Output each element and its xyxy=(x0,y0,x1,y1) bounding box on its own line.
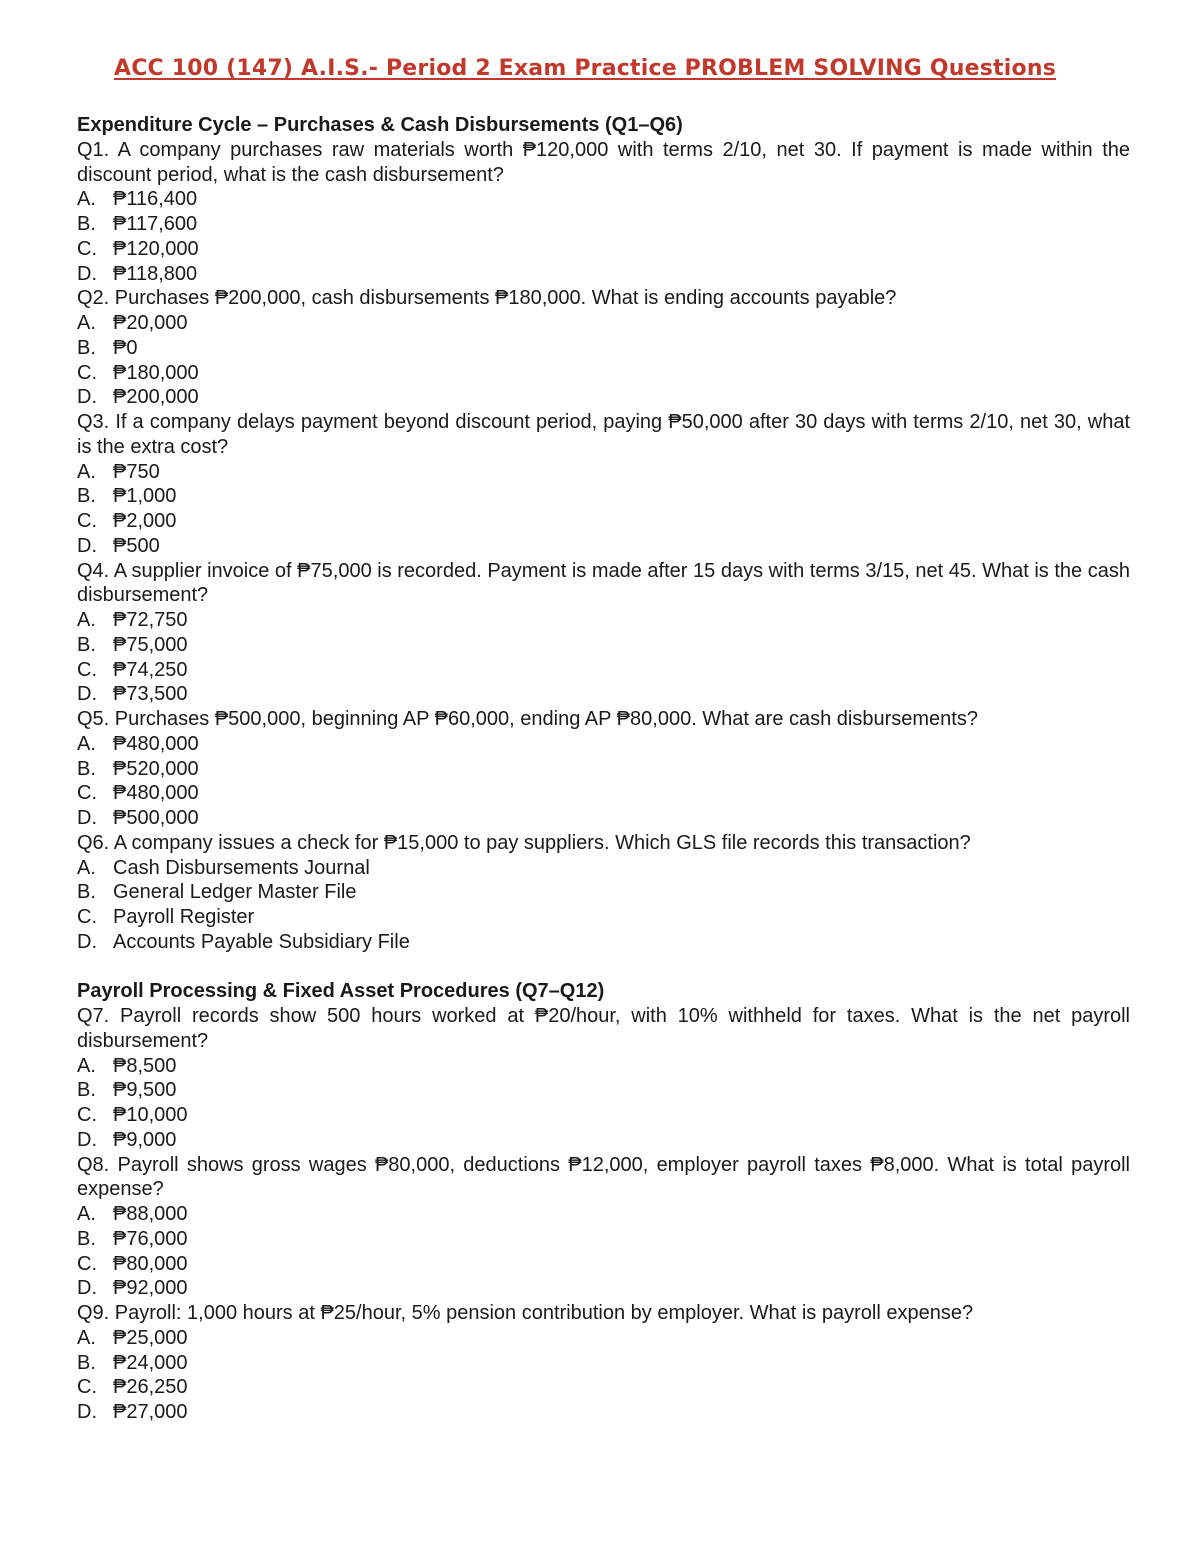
option-text: ₱92,000 xyxy=(113,1277,188,1300)
option-text: ₱26,250 xyxy=(113,1376,188,1399)
question-text: Q2. Purchases ₱200,000, cash disbursements ₱180,000. What is ending accounts payable? xyxy=(77,287,897,310)
option-text: ₱120,000 xyxy=(113,237,199,260)
answer-option xyxy=(77,781,1130,806)
option-letter: C. xyxy=(77,237,97,260)
answer-options xyxy=(77,187,1130,286)
option-text: ₱27,000 xyxy=(113,1401,188,1423)
answer-options xyxy=(77,460,1130,559)
answer-option xyxy=(77,1375,1130,1400)
option-letter: D. xyxy=(77,534,97,557)
option-letter: C. xyxy=(77,658,97,681)
question-text: Q9. Payroll: 1,000 hours at ₱25/hour, 5% pension contribution by employer. What is payroll expense? xyxy=(77,1302,974,1324)
answer-option xyxy=(77,237,1130,262)
answer-option xyxy=(77,534,1130,559)
answer-option xyxy=(77,1326,1130,1351)
answer-option xyxy=(77,880,1130,905)
option-letter: A. xyxy=(77,732,96,755)
option-text: ₱75,000 xyxy=(113,633,188,656)
option-letter: D. xyxy=(77,1128,97,1151)
option-text: ₱73,500 xyxy=(113,683,188,706)
option-text: ₱480,000 xyxy=(113,732,199,755)
section-heading: Payroll Processing & Fixed Asset Procedures (Q7–Q12) xyxy=(77,980,605,1003)
option-text: ₱118,800 xyxy=(113,262,198,285)
question-text: Q4. A supplier invoice of ₱75,000 is recorded. Payment is made after 15 days with terms 3/15, net 45. What is the cash disbursement? xyxy=(77,559,1130,607)
option-letter: C. xyxy=(77,1252,97,1275)
option-text: ₱117,600 xyxy=(113,213,198,235)
answer-option xyxy=(77,385,1130,410)
answer-option xyxy=(77,806,1130,831)
option-text: ₱2,000 xyxy=(113,510,177,532)
option-letter: B. xyxy=(77,485,96,508)
answer-option xyxy=(77,1103,1130,1128)
option-letter: B. xyxy=(77,213,96,235)
option-text: ₱180,000 xyxy=(113,361,199,384)
question-text: Q3. If a company delays payment beyond discount period, paying ₱50,000 after 30 days with terms 2/10, net 30, what is the extra cost? xyxy=(77,411,1130,458)
option-letter: D. xyxy=(77,930,97,953)
option-letter: D. xyxy=(77,1277,97,1300)
option-text: ₱76,000 xyxy=(113,1227,188,1250)
question-text: Q7. Payroll records show 500 hours worked at ₱20/hour, with 10% withheld for taxes. What is the net payroll disbursement? xyxy=(77,1005,1130,1052)
question-item xyxy=(77,138,1130,287)
option-letter: A. xyxy=(77,856,96,879)
option-letter: D. xyxy=(77,683,97,706)
option-text: ₱500 xyxy=(113,534,160,557)
option-letter: C. xyxy=(77,906,97,928)
document-content xyxy=(77,113,1130,1425)
option-letter: A. xyxy=(77,460,96,483)
answer-option xyxy=(77,311,1130,336)
answer-option xyxy=(77,856,1130,881)
option-letter: A. xyxy=(77,1326,96,1349)
option-text: ₱80,000 xyxy=(113,1252,188,1275)
option-text: ₱8,500 xyxy=(113,1054,177,1077)
option-letter: D. xyxy=(77,262,97,285)
option-text: ₱9,500 xyxy=(113,1079,177,1102)
answer-option xyxy=(77,757,1130,782)
option-letter: D. xyxy=(77,386,97,409)
option-text: ₱200,000 xyxy=(113,386,199,409)
option-letter: B. xyxy=(77,1351,96,1374)
option-letter: B. xyxy=(77,633,96,656)
answer-options xyxy=(77,856,1130,955)
option-text: ₱10,000 xyxy=(113,1104,188,1126)
answer-option xyxy=(77,658,1130,683)
answer-option xyxy=(77,1202,1130,1227)
option-letter: C. xyxy=(77,510,97,532)
answer-options xyxy=(77,732,1130,831)
option-text: ₱750 xyxy=(113,460,160,483)
option-letter: A. xyxy=(77,609,96,631)
option-text: ₱88,000 xyxy=(113,1203,188,1225)
option-letter: A. xyxy=(77,1203,96,1225)
answer-option xyxy=(77,608,1130,633)
option-text: ₱500,000 xyxy=(113,807,199,829)
option-text: ₱116,400 xyxy=(113,188,198,211)
answer-options xyxy=(77,1054,1130,1153)
section-heading: Expenditure Cycle – Purchases & Cash Disbursements (Q1–Q6) xyxy=(77,114,683,136)
option-letter: B. xyxy=(77,1079,96,1102)
answer-option xyxy=(77,484,1130,509)
option-letter: B. xyxy=(77,336,96,359)
question-item xyxy=(77,1004,1130,1153)
question-text: Q5. Purchases ₱500,000, beginning AP ₱60,000, ending AP ₱80,000. What are cash disbursements? xyxy=(77,708,978,730)
answer-options xyxy=(77,1326,1130,1425)
question-text: Q1. A company purchases raw materials worth ₱120,000 with terms 2/10, net 30. If payment is made within the discount period, what is the cash disbursement? xyxy=(77,138,1130,186)
question-item xyxy=(77,1301,1130,1425)
answer-options xyxy=(77,608,1130,707)
option-text: ₱74,250 xyxy=(113,658,188,681)
option-letter: A. xyxy=(77,312,96,334)
option-letter: C. xyxy=(77,782,97,805)
answer-option xyxy=(77,1227,1130,1252)
answer-option xyxy=(77,905,1130,930)
answer-option xyxy=(77,1054,1130,1079)
option-letter: C. xyxy=(77,361,97,384)
option-letter: A. xyxy=(77,1054,96,1077)
section-spacer xyxy=(77,955,1130,980)
answer-options xyxy=(77,311,1130,410)
answer-option xyxy=(77,1351,1130,1376)
question-item xyxy=(77,559,1130,708)
option-letter: C. xyxy=(77,1104,97,1126)
answer-option xyxy=(77,732,1130,757)
option-text: ₱480,000 xyxy=(113,782,199,805)
answer-option xyxy=(77,682,1130,707)
answer-option xyxy=(77,262,1130,287)
option-letter: D. xyxy=(77,1401,97,1423)
answer-option xyxy=(77,187,1130,212)
question-item xyxy=(77,1153,1130,1302)
option-letter: A. xyxy=(77,188,96,211)
answer-options xyxy=(77,1202,1130,1301)
option-text: ₱25,000 xyxy=(113,1326,188,1349)
question-item xyxy=(77,410,1130,559)
answer-option xyxy=(77,509,1130,534)
answer-option xyxy=(77,1128,1130,1153)
document-title: ACC 100 (147) A.I.S.- Period 2 Exam Practice PROBLEM SOLVING Questions xyxy=(113,56,1056,81)
answer-option xyxy=(77,1252,1130,1277)
option-text: ₱20,000 xyxy=(113,312,188,334)
option-letter: B. xyxy=(77,1227,96,1250)
question-item xyxy=(77,831,1130,955)
answer-option xyxy=(77,930,1130,955)
answer-option xyxy=(77,1078,1130,1103)
option-letter: B. xyxy=(77,881,96,904)
option-text: ₱72,750 xyxy=(113,609,188,631)
question-text: Q6. A company issues a check for ₱15,000 to pay suppliers. Which GLS file records this transaction? xyxy=(77,831,971,854)
answer-option xyxy=(77,336,1130,361)
option-text: Payroll Register xyxy=(113,906,255,928)
answer-option xyxy=(77,1276,1130,1301)
answer-option xyxy=(77,212,1130,237)
option-text: ₱0 xyxy=(113,336,138,359)
option-letter: C. xyxy=(77,1376,97,1399)
option-text: Accounts Payable Subsidiary File xyxy=(113,930,410,953)
question-text: Q8. Payroll shows gross wages ₱80,000, deductions ₱12,000, employer payroll taxes ₱8,000. What is total payroll expense? xyxy=(77,1153,1130,1201)
option-text: ₱24,000 xyxy=(113,1351,188,1374)
option-text: ₱9,000 xyxy=(113,1128,177,1151)
answer-option xyxy=(77,361,1130,386)
question-item xyxy=(77,707,1130,831)
answer-option xyxy=(77,460,1130,485)
answer-option xyxy=(77,1400,1130,1425)
option-letter: B. xyxy=(77,757,96,780)
option-text: General Ledger Master File xyxy=(113,881,357,904)
option-text: ₱1,000 xyxy=(113,485,177,508)
option-text: ₱520,000 xyxy=(113,757,199,780)
option-text: Cash Disbursements Journal xyxy=(113,856,370,879)
question-item xyxy=(77,286,1130,410)
option-letter: D. xyxy=(77,807,97,829)
answer-option xyxy=(77,633,1130,658)
